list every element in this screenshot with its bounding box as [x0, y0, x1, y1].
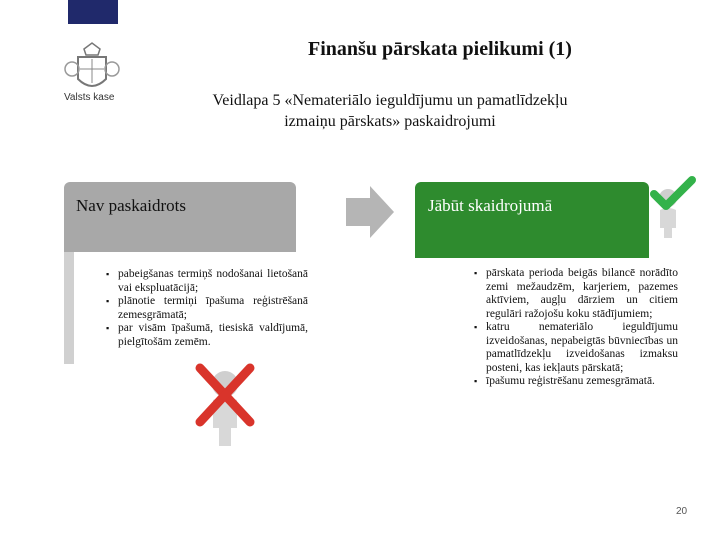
list-item: ▪ katru nemateriālo ieguldījumu izveidošanas, nepabeigtās būvniecības un pamatlīdzekļu izveidošanas izmaksu posteni, kas iekļauts pārskatā; [478, 321, 678, 375]
right-panel-title: Jābūt skaidrojumā [428, 196, 553, 215]
left-panel-header [64, 182, 296, 252]
page-title: Finanšu pārskata pielikumi (1) [308, 38, 572, 60]
left-panel-list [110, 268, 308, 349]
right-panel-header [415, 182, 649, 258]
list-item: ▪ par visām īpašumā, tiesiskā valdījumā, pielgītošām zemēm. [110, 322, 308, 349]
page-number: 20 [676, 506, 688, 517]
arrow-right-icon [344, 186, 396, 238]
person-cross-icon [190, 360, 260, 450]
list-item: ▪ pārskata perioda beigās bilancē norādīto zemi mežaudzēm, karjeriem, pazemes aktīviem, augļu dārziem un citiem regulāri ražojošu koku stādījumiem; [478, 267, 678, 321]
list-item: ▪ īpašumu reģistrēšanu zemesgrāmatā. [478, 375, 678, 389]
brand-name: Valsts kase [64, 92, 115, 103]
left-panel-side [64, 252, 74, 364]
right-panel-list [478, 267, 678, 389]
brand-bar [68, 0, 118, 24]
list-item: ▪ pabeigšanas termiņš nodošanai lietošanā vai ekspluatācijā; [110, 268, 308, 295]
person-check-icon [648, 176, 698, 240]
list-item: ▪ plānotie termiņi īpašuma reģistrēšanā zemesgrāmatā; [110, 295, 308, 322]
left-panel-title: Nav paskaidrots [76, 196, 187, 215]
page-subtitle: Veidlapa 5 «Nemateriālo ieguldījumu un pamatlīdzekļu izmaiņu pārskats» paskaidrojumi [212, 92, 568, 130]
